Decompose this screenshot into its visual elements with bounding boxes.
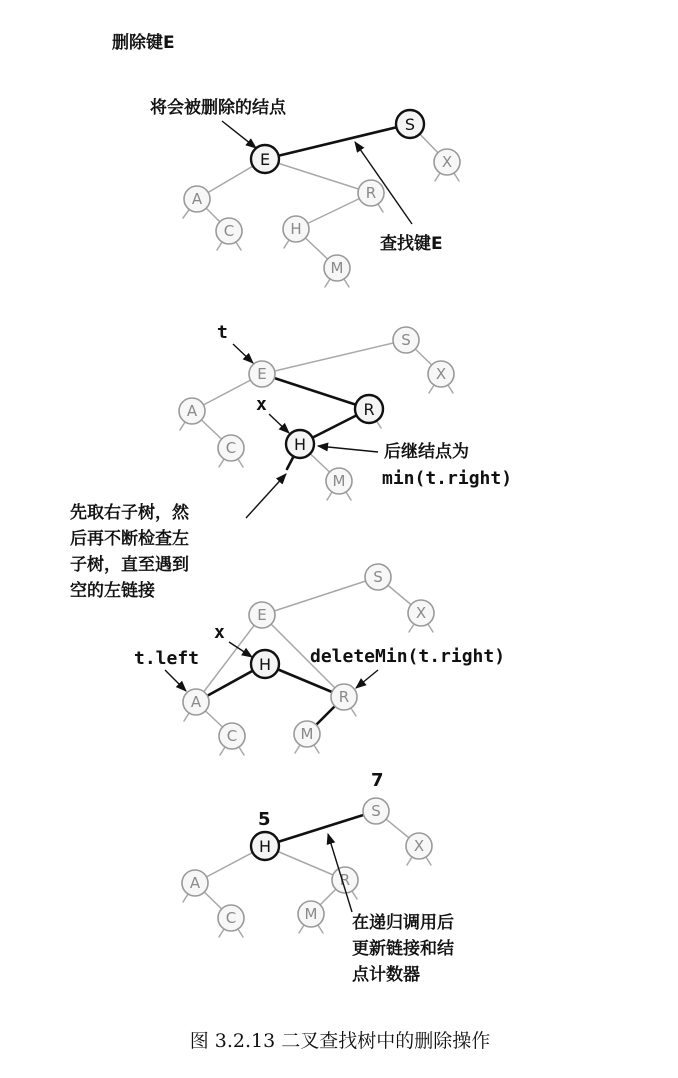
- hint-line-4: 空的左链接: [70, 581, 155, 601]
- figure-caption: 图 3.2.13 二叉查找树中的删除操作: [189, 1030, 491, 1052]
- pointer-arrow: [246, 474, 286, 518]
- tree-node: [184, 186, 210, 212]
- svg-text:H: H: [293, 435, 307, 454]
- x-label: x: [256, 394, 267, 415]
- tree-node: [219, 723, 245, 749]
- svg-text:M: M: [332, 472, 346, 490]
- search-key-label: 查找键E: [380, 234, 443, 254]
- svg-text:A: A: [189, 874, 201, 892]
- count-label-s: 7: [371, 770, 384, 791]
- svg-text:X: X: [435, 365, 447, 383]
- svg-text:H: H: [290, 220, 302, 238]
- panel-4: [182, 770, 454, 985]
- svg-text:R: R: [365, 184, 377, 202]
- pointer-arrow: [318, 446, 378, 452]
- panel-1: [112, 32, 460, 287]
- svg-text:C: C: [223, 222, 235, 240]
- tree-node: [358, 180, 384, 206]
- svg-text:S: S: [404, 115, 416, 134]
- svg-text:A: A: [191, 190, 203, 208]
- svg-text:A: A: [190, 693, 202, 711]
- tree-node: [183, 689, 209, 715]
- svg-text:X: X: [415, 604, 427, 622]
- pointer-arrow: [165, 670, 186, 691]
- svg-text:E: E: [259, 150, 271, 169]
- update-line-1: 在递归调用后: [352, 913, 454, 933]
- svg-text:M: M: [330, 259, 344, 277]
- t-left-label: t.left: [134, 648, 200, 669]
- successor-label: 后继结点为: [384, 442, 469, 462]
- panel-3: [134, 564, 505, 755]
- count-label-h: 5: [258, 809, 271, 830]
- tree-node: [365, 564, 391, 590]
- svg-text:H: H: [258, 655, 272, 674]
- tree-node: [294, 721, 320, 747]
- tree-node: [324, 255, 350, 281]
- tree-node: [249, 602, 275, 628]
- edge-e-r: [265, 159, 371, 193]
- tree-node: [251, 832, 279, 860]
- tree-node: [251, 650, 279, 678]
- node-to-delete-label: 将会被删除的结点: [150, 98, 286, 118]
- tree-node: [396, 110, 424, 138]
- hint-line-1: 先取右子树，然: [70, 503, 189, 523]
- svg-text:R: R: [363, 400, 375, 419]
- svg-text:S: S: [401, 331, 411, 349]
- svg-text:C: C: [225, 439, 237, 457]
- pointer-arrow: [222, 121, 256, 148]
- tree-node: [298, 901, 324, 927]
- svg-text:E: E: [257, 606, 267, 624]
- svg-text:C: C: [225, 909, 237, 927]
- hint-line-3: 子树，直至遇到: [70, 555, 189, 575]
- edge-s-e: [265, 124, 410, 159]
- tree-node: [408, 600, 434, 626]
- tree-node: [283, 216, 309, 242]
- pointer-arrow: [269, 414, 289, 433]
- tree-node: [363, 798, 389, 824]
- tree-node: [218, 905, 244, 931]
- tree-node: [428, 361, 454, 387]
- update-line-2: 更新链接和结: [352, 939, 454, 959]
- x-label: x: [214, 622, 225, 643]
- svg-text:S: S: [373, 568, 383, 586]
- tree-node: [434, 149, 460, 175]
- svg-text:R: R: [339, 871, 351, 889]
- svg-text:E: E: [257, 365, 267, 383]
- tree-node: [406, 833, 432, 859]
- tree-node: [251, 145, 279, 173]
- tree-node: [393, 327, 419, 353]
- tree-node: [218, 435, 244, 461]
- pointer-arrow: [356, 670, 378, 688]
- tree-node: [182, 870, 208, 896]
- panel-2: [70, 322, 512, 601]
- edge-s-e: [262, 340, 406, 374]
- tree-node: [326, 468, 352, 494]
- svg-text:R: R: [338, 688, 350, 706]
- tree-node: [355, 395, 383, 423]
- edge-s-h: [265, 811, 376, 846]
- successor-code: min(t.right): [382, 468, 513, 489]
- tree-node: [216, 218, 242, 244]
- svg-text:H: H: [258, 837, 272, 856]
- tree-node: [286, 430, 314, 458]
- hint-line-2: 后再不断检查左: [70, 529, 189, 549]
- svg-text:A: A: [186, 402, 198, 420]
- edge-e-r: [262, 374, 369, 409]
- svg-text:X: X: [413, 837, 425, 855]
- edge-s-e: [262, 577, 378, 615]
- svg-text:S: S: [371, 802, 381, 820]
- delete-key-label: 删除键E: [112, 33, 175, 53]
- tree-node: [331, 684, 357, 710]
- update-line-3: 点计数器: [352, 965, 420, 985]
- tree-node: [179, 398, 205, 424]
- delete-min-label: deleteMin(t.right): [310, 646, 506, 667]
- svg-text:X: X: [441, 153, 453, 171]
- svg-text:M: M: [300, 725, 314, 743]
- svg-text:M: M: [304, 905, 318, 923]
- pointer-arrow: [233, 344, 253, 363]
- tree-node: [249, 361, 275, 387]
- svg-text:C: C: [226, 727, 238, 745]
- t-label: t: [217, 322, 228, 343]
